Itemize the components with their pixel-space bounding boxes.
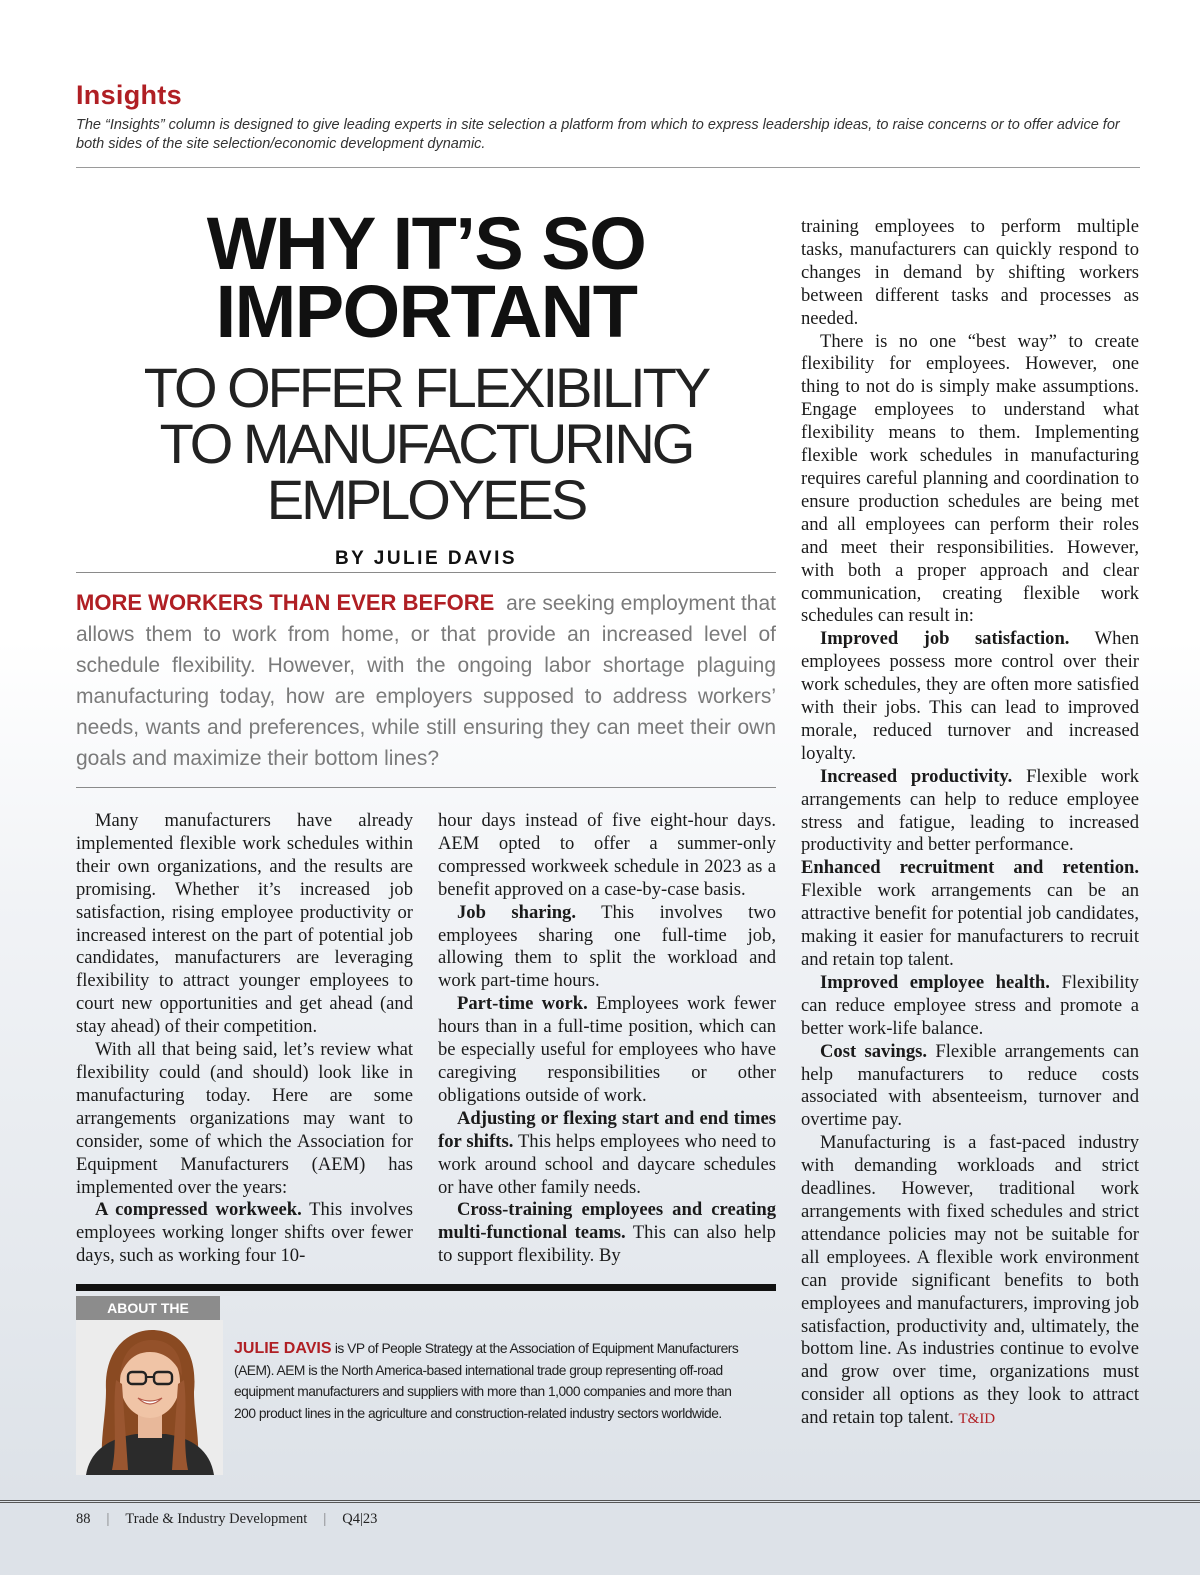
author-box-bar — [76, 1284, 776, 1291]
run-in-heading: Job sharing. — [457, 901, 576, 923]
subtitle-line: EMPLOYEES — [266, 468, 586, 531]
paragraph: Enhanced recruitment and retention. Flexible work arrangements can be an attractive benefit for potential job candidates, making it easier for manufacturers to recruit and retain top talent. — [801, 857, 1139, 970]
issue-label: Q4|23 — [342, 1511, 378, 1527]
subtitle-line: TO MANUFACTURING — [159, 412, 693, 475]
author-box-tag: ABOUT THE — [76, 1296, 220, 1320]
paragraph: Many manufacturers have already implemented flexible work schedules within their own organizations, and the results are promising. Whether it’s increased job satisfaction, rising employee productivity or increased interest on the part of potential job candidates, manufacturers are leveraging flexibility to attract younger employees to court new opportunities and get ahead (and stay ahead) of their competition. — [76, 810, 413, 1038]
page-footer — [76, 1511, 377, 1528]
paragraph: Improved job satisfaction. When employees possess more control over their work schedules, they are often more satisfied with their jobs. This can lead to improved morale, reduced turnover and increased loyalty. — [801, 628, 1140, 764]
lead-caps: MORE WORKERS THAN EVER BEFORE — [76, 590, 495, 615]
body-column-2 — [438, 810, 776, 1268]
run-in-heading: Cross-training employees and creating multi-functional teams. — [438, 1199, 776, 1244]
title-line: WHY IT’S SO — [206, 202, 646, 285]
run-in-heading: Increased productivity. — [820, 765, 1013, 787]
section-label: Insights — [76, 80, 182, 110]
paragraph: Increased productivity. Flexible work arrangements can help to reduce employee stress and fatigue, leading to increased productivity and better performance. — [801, 765, 1139, 856]
author-name: JULIE DAVIS — [234, 1340, 332, 1357]
author-portrait-image — [76, 1320, 223, 1475]
paragraph: hour days instead of five eight-hour days. AEM opted to offer a summer-only compressed workweek schedule in 2023 as a benefit approved on a case-by-case basis. — [438, 810, 776, 900]
paragraph: There is no one “best way” to create flexibility for employees. However, one thing to not do is simply make assumptions. Engage employees to understand what flexibility means to them. Implementing flexible work schedules in manufacturing requires careful planning and coordination to ensure production schedules are being met and all employees can perform their roles and meet their responsibilities. However, with both a proper approach and clear communication, creating flexible work schedules can result in: — [801, 330, 1139, 627]
run-in-heading: Improved employee health. — [820, 971, 1050, 993]
lead-divider-top — [76, 572, 776, 573]
byline: BY JULIE DAVIS — [334, 548, 518, 569]
lead-paragraph — [76, 587, 776, 774]
footer-divider — [0, 1500, 1200, 1503]
author-bio — [234, 1338, 754, 1424]
page-number: 88 — [76, 1511, 91, 1527]
paragraph: Manufacturing is a fast-paced industry with demanding workloads and strict deadlines. However, traditional work arrangements with fixed schedules and strict attendance policies may not be suitable for all employees. A flexible work environment can provide significant benefits to both employees and manufacturers, improving job satisfaction, productivity and, ultimately, the bottom line. As industries continue to evolve and grow over time, organizations must consider all options as they look to attract and retain top talent. T&ID — [801, 1132, 1139, 1429]
run-in-heading: Part-time work. — [457, 993, 588, 1015]
paragraph: Improved employee health. Flexibility can reduce employee stress and promote a better work-life balance. — [801, 971, 1139, 1039]
body-column-3 — [801, 216, 1139, 1431]
footer-separator: | — [106, 1511, 110, 1527]
article-title — [76, 202, 776, 570]
paragraph: training employees to perform multiple tasks, manufacturers can quickly respond to changes in demand by shifting workers between different tasks and processes as needed. — [801, 216, 1139, 329]
paragraph: Job sharing. This involves two employees sharing one full-time job, allowing them to split the workload and work part-time hours. — [438, 901, 776, 992]
paragraph: Part-time work. Employees work fewer hours than in a full-time position, which can be especially useful for employees who have caregiving responsibilities or other obligations outside of work. — [438, 993, 776, 1106]
section-description: The “Insights” column is designed to give leading experts in site selection a platform from which to express leadership ideas, to raise concerns or to offer advice for both sides of the site selection/economic development dynamic. — [76, 117, 1120, 152]
footer-separator: | — [323, 1511, 327, 1527]
run-in-heading: Cost savings. — [820, 1040, 928, 1062]
paragraph: Adjusting or flexing start and end times for shifts. This helps employees who need to work around school and daycare schedules or have other family needs. — [438, 1107, 776, 1198]
paragraph: With all that being said, let’s review what flexibility could (and should) look like in manufacturing today. Here are some arrangements organizations may want to consider, some of which the Association for Equipment Manufacturers (AEM) has implemented over the years: — [76, 1039, 413, 1198]
author-photo — [76, 1320, 223, 1475]
end-mark: T&ID — [958, 1411, 996, 1428]
paragraph: Cross-training employees and creating multi-functional teams. This can also help to support flexibility. By — [438, 1199, 776, 1267]
run-in-heading: Adjusting or flexing start and end times for shifts. — [438, 1107, 776, 1152]
title-line: IMPORTANT — [215, 270, 637, 353]
header-divider — [76, 167, 1140, 168]
paragraph: Cost savings. Flexible arrangements can help manufacturers to reduce costs associated with absenteeism, turnover and overtime pay. — [801, 1040, 1139, 1131]
lead-divider-bottom — [76, 787, 776, 788]
publication-name: Trade & Industry Development — [125, 1511, 308, 1527]
run-in-heading: Enhanced recruitment and retention. — [801, 857, 1139, 879]
run-in-heading: A compressed workweek. — [95, 1199, 302, 1221]
body-column-1 — [76, 810, 413, 1268]
paragraph: A compressed workweek. This involves employees working longer shifts over fewer days, such as working four 10- — [76, 1199, 413, 1267]
subtitle-line: TO OFFER FLEXIBILITY — [143, 356, 709, 419]
run-in-heading: Improved job satisfaction. — [820, 628, 1070, 650]
author-bio-text: is VP of People Strategy at the Association of Equipment Manufacturers (AEM). AEM is the North America-based international trade group representing off-road equipment manufacturers and suppliers with more than 1,000 companies and more than 200 product lines in the agriculture and construction-related industry sectors worldwide. — [234, 1341, 739, 1421]
lead-text: are seeking employment that allows them to work from home, or that provide an increased level of schedule flexibility. However, with the ongoing labor shortage plaguing manufacturing today, how are employers supposed to address workers’ needs, wants and preferences, while still ensuring they can meet their own goals and maximize their bottom lines? — [76, 592, 776, 770]
